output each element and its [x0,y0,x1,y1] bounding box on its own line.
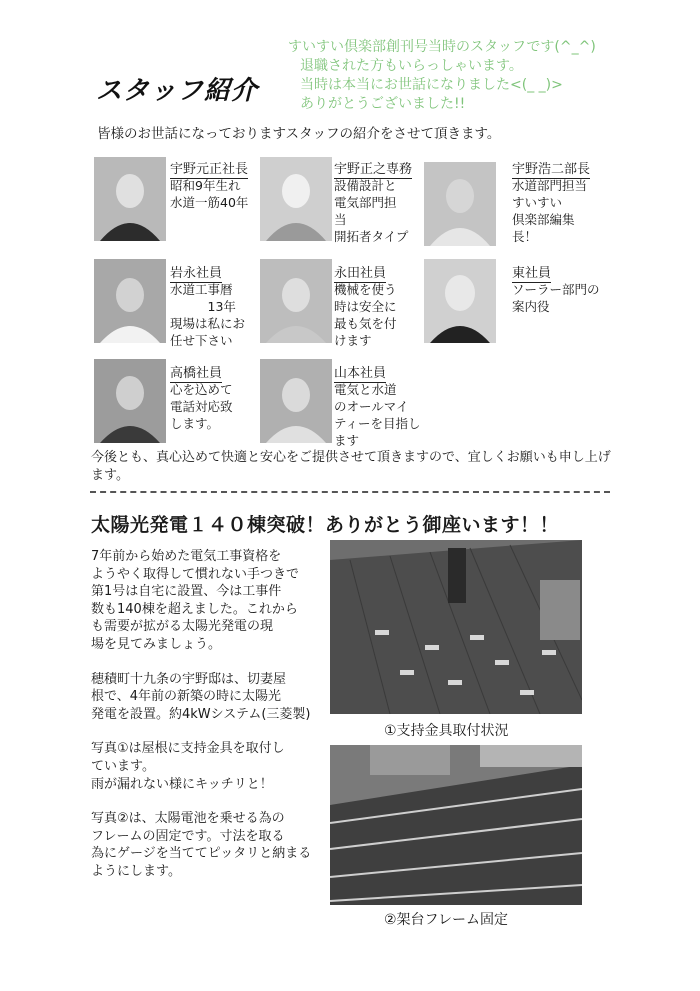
staff-name: 宇野元正社長 [170,158,248,179]
note-line: 退職された方もいらっしゃいます。 [300,58,523,74]
staff-name: 宇野正之専務 [334,158,412,179]
staff-desc: 水道工事暦 13年 現場は私にお 任せ下さい [170,282,246,348]
staff-desc: 心を込めて 電話対応致 します。 [170,382,233,431]
note-line: ありがとうございました!! [300,96,466,112]
roof-photo-2 [330,745,582,905]
page-title: スタッフ紹介 [96,76,259,106]
staff-desc: 昭和9年生れ 水道一筋40年 [170,178,249,210]
staff-desc: 設備設計と 電気部門担 当 開拓者タイプ [334,178,409,244]
intro-text: 皆様のお世話になっておりますスタッフの紹介をさせて頂きます。 [97,126,501,142]
staff-name: 岩永社員 [170,262,222,283]
photo-caption-2: ②架台フレーム固定 [384,912,508,928]
staff-name: 宇野浩二部長 [512,158,590,179]
staff-photo [260,359,332,443]
article-paragraph: 写真①は屋根に支持金具を取付し ています。 雨が漏れない様にキッチリと！ [91,741,285,792]
staff-desc: ソーラー部門の 案内役 [512,282,600,314]
editor-note [288,38,698,114]
staff-desc: 電気と水道 のオールマイ ティーを目指し ます [334,382,421,448]
section-divider [90,491,610,493]
staff-name: 永田社員 [334,262,386,283]
roof-photo-1 [330,540,582,714]
photo-caption-1: ①支持金具取付状況 [384,723,509,739]
closing-text: 今後とも、真心込めて快適と安心をご提供させて頂きますので、宜しくお願いも申し上げます。 [91,450,611,483]
staff-photo [260,157,332,241]
note-line: 当時は本当にお世話になりました<(_ _)> [300,77,563,93]
staff-photo [94,359,166,443]
staff-name: 山本社員 [334,362,386,383]
note-line: すいすい倶楽部創刊号当時のスタッフです(^_^) [288,39,596,55]
staff-photo [94,259,166,343]
staff-desc: 水道部門担当 すいすい 倶楽部編集 長！ [512,178,588,244]
staff-photo [260,259,332,343]
staff-photo [424,162,496,246]
article-paragraph: 穂積町十九条の宇野邸は、切妻屋 根で、4年前の新築の時に太陽光 発電を設置。約4kWシステム(三菱製) [91,671,311,722]
staff-photo [424,259,496,343]
staff-desc: 機械を使う 時は安全に 最も気を付 けます [334,282,397,348]
staff-name: 高橋社員 [170,362,222,383]
section-heading: 太陽光発電１４０棟突破！ありがとう御座います！！ [91,514,560,536]
staff-name: 東社員 [512,262,551,283]
article-paragraph: 7年前から始めた電気工事資格を ようやく取得して慣れない手つきで 第1号は自宅に設置、今は工事件 数も140棟を超えました。これから も需要が拡がる太陽光発電の現 場を見てみましょう。 [91,549,300,652]
staff-photo [94,157,166,241]
article-body [91,548,313,898]
article-paragraph: 写真②は、太陽電池を乗せる為の フレームの固定です。寸法を取る 為にゲージを当ててピッタリと納まる ようにします。 [91,811,312,879]
